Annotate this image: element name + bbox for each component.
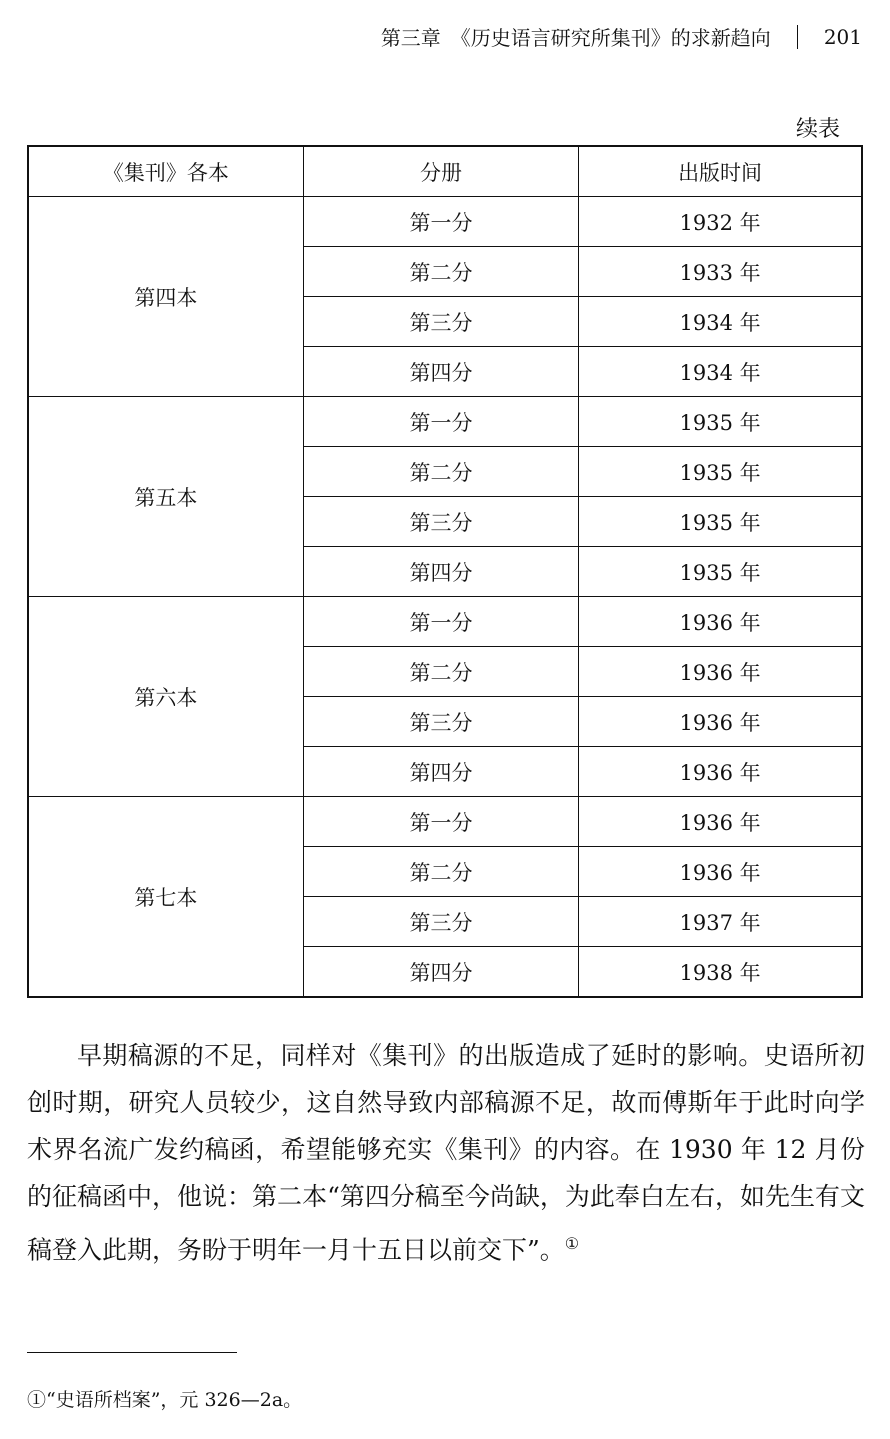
table-header-row — [28, 146, 862, 197]
year-cell: 1937 年 — [579, 897, 862, 947]
year-cell: 1932 年 — [579, 197, 862, 247]
year-cell: 1938 年 — [579, 947, 862, 998]
volume-cell: 第六本 — [28, 597, 303, 797]
paragraph-text: 早期稿源的不足，同样对《集刊》的出版造成了延时的影响。史语所初创时期，研究人员较少，这自然导致内部稿源不足，故而傅斯年于此时向学术界名流广发约稿函，希望能够充实《集刊》的内容。在 1930 年 12 月份的征稿函中，他说：第二本“第四分稿至今尚缺，为此奉白左右，如先生有文稿登入此期，务盼于明年一月十五日以前交下”。 — [27, 1041, 865, 1265]
part-cell: 第三分 — [303, 897, 578, 947]
page-number: 201 — [823, 24, 862, 49]
footnote-divider — [27, 1352, 237, 1353]
column-header-volume: 《集刊》各本 — [28, 146, 303, 197]
year-cell: 1934 年 — [579, 347, 862, 397]
publication-table — [27, 145, 863, 998]
year-cell: 1936 年 — [579, 847, 862, 897]
year-cell: 1935 年 — [579, 447, 862, 497]
part-cell: 第二分 — [303, 447, 578, 497]
part-cell: 第三分 — [303, 697, 578, 747]
part-cell: 第二分 — [303, 847, 578, 897]
column-header-date: 出版时间 — [579, 146, 862, 197]
year-cell: 1935 年 — [579, 397, 862, 447]
year-cell: 1933 年 — [579, 247, 862, 297]
part-cell: 第二分 — [303, 247, 578, 297]
footnote: ①“史语所档案”，元 326—2a。 — [27, 1389, 303, 1411]
table-row — [28, 197, 862, 247]
part-cell: 第一分 — [303, 197, 578, 247]
part-cell: 第四分 — [303, 947, 578, 998]
part-cell: 第一分 — [303, 397, 578, 447]
footnote-reference[interactable]: ① — [564, 1234, 580, 1253]
part-cell: 第三分 — [303, 297, 578, 347]
header-separator — [797, 25, 798, 49]
part-cell: 第一分 — [303, 797, 578, 847]
table-row — [28, 597, 862, 647]
year-cell: 1935 年 — [579, 497, 862, 547]
year-cell: 1936 年 — [579, 647, 862, 697]
part-cell: 第四分 — [303, 347, 578, 397]
chapter-title: 第三章 《历史语言研究所集刊》的求新趋向 — [380, 26, 771, 50]
table-row — [28, 397, 862, 447]
volume-cell: 第七本 — [28, 797, 303, 998]
volume-cell: 第四本 — [28, 197, 303, 397]
year-cell: 1935 年 — [579, 547, 862, 597]
part-cell: 第一分 — [303, 597, 578, 647]
year-cell: 1936 年 — [579, 597, 862, 647]
table-continued-label: 续表 — [795, 117, 840, 142]
body-paragraph — [27, 1032, 865, 1273]
year-cell: 1936 年 — [579, 797, 862, 847]
year-cell: 1936 年 — [579, 747, 862, 797]
part-cell: 第三分 — [303, 497, 578, 547]
body-text — [27, 1032, 865, 1273]
year-cell: 1936 年 — [579, 697, 862, 747]
part-cell: 第四分 — [303, 547, 578, 597]
part-cell: 第四分 — [303, 747, 578, 797]
volume-cell: 第五本 — [28, 397, 303, 597]
part-cell: 第二分 — [303, 647, 578, 697]
year-cell: 1934 年 — [579, 297, 862, 347]
column-header-part: 分册 — [303, 146, 578, 197]
table-row — [28, 797, 862, 847]
running-header — [381, 22, 862, 51]
